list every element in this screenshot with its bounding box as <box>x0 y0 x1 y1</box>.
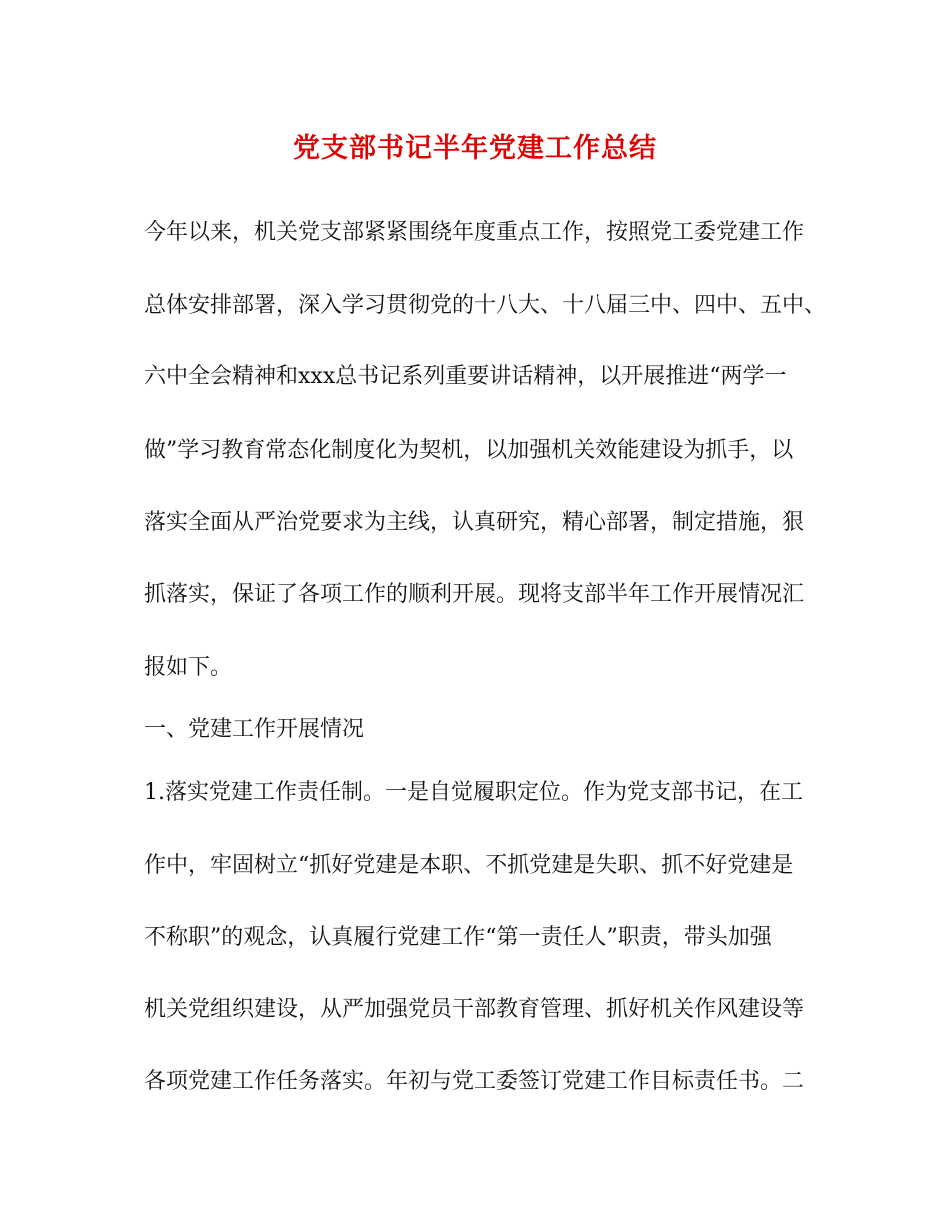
paragraph-line: 报如下。 <box>144 655 233 680</box>
paragraph-line: 机关党组织建设，从严加强党员干部教育管理、抓好机关作风建设等 <box>144 997 805 1022</box>
paragraph-line: 做”学习教育常态化制度化为契机，以加强机关效能建设为抓手，以 <box>144 438 794 463</box>
paragraph-line: 今年以来，机关党支部紧紧围绕年度重点工作，按照党工委党建工作 <box>144 220 805 245</box>
paragraph-line: 作中，牢固树立“抓好党建是本职、不抓党建是失职、抓不好党建是 <box>144 853 794 878</box>
paragraph-line: 六中全会精神和xxx总书记系列重要讲话精神，以开展推进“两学一 <box>144 364 787 389</box>
document-title: 党支部书记半年党建工作总结 <box>293 133 657 164</box>
paragraph-line: 总体安排部署，深入学习贯彻党的十八大、十八届三中、四中、五中、 <box>144 293 827 318</box>
paragraph-line: 抓落实，保证了各项工作的顺利开展。现将支部半年工作开展情况汇 <box>144 582 805 607</box>
section-heading: 一、党建工作开展情况 <box>144 717 365 742</box>
paragraph-line: 各项党建工作任务落实。年初与党工委签订党建工作目标责任书。二 <box>144 1069 805 1094</box>
paragraph-line: 不称职”的观念，认真履行党建工作“第一责任人”职责，带头加强 <box>144 925 772 950</box>
paragraph-line: 1.落实党建工作责任制。一是自觉履职定位。作为党支部书记，在工 <box>144 780 803 805</box>
paragraph-line: 落实全面从严治党要求为主线，认真研究，精心部署，制定措施，狠 <box>144 510 805 535</box>
